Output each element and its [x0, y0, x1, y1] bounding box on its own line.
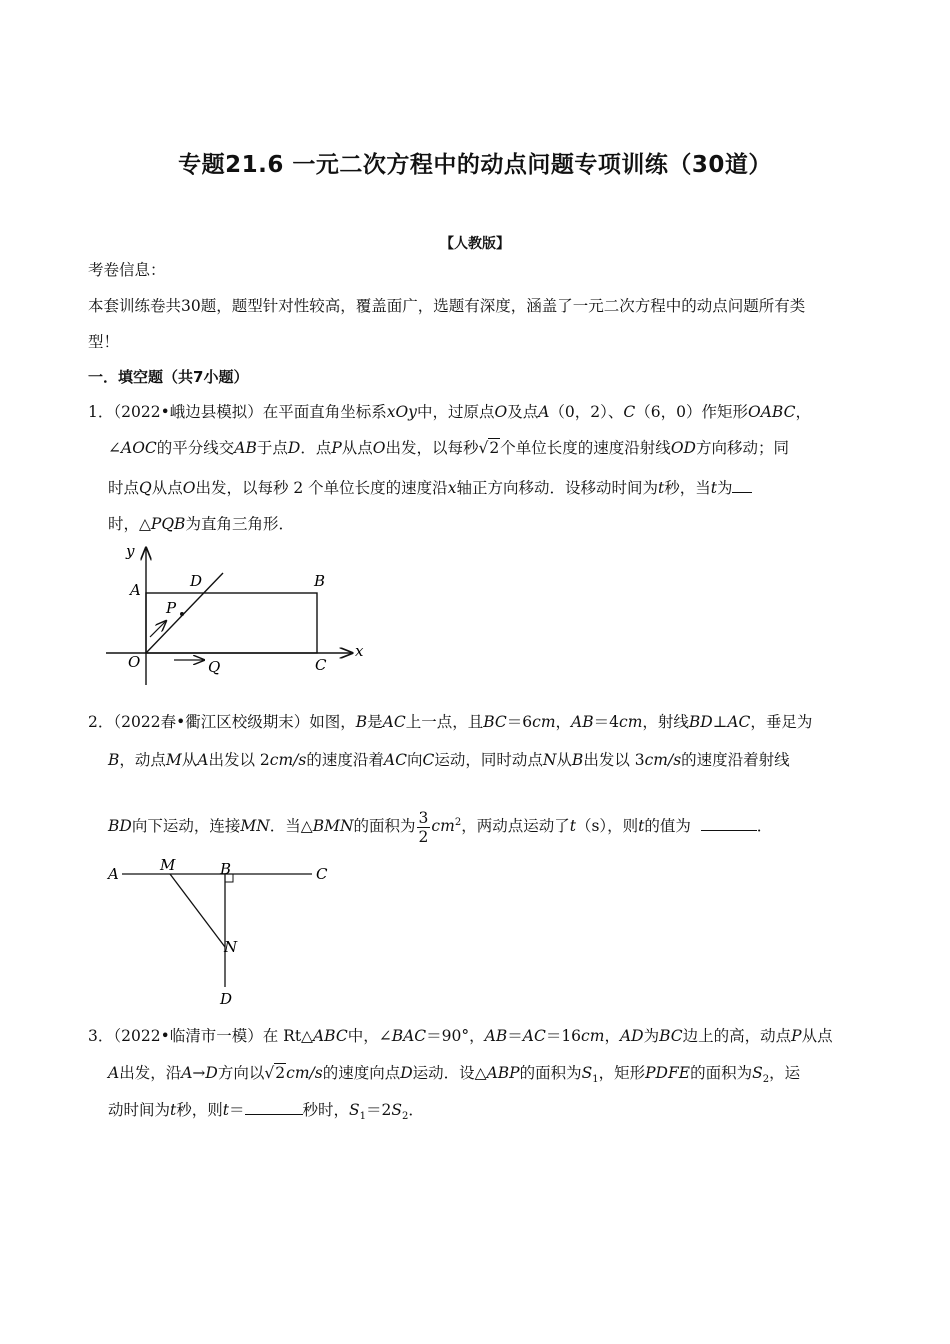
label-b: B — [314, 572, 326, 590]
intro-line-2: 型！ — [88, 333, 120, 351]
label-q: Q — [208, 658, 221, 676]
q3-line-3: 动时间为t秒，则t＝ 秒时，$S_1=2S_2$． — [108, 1101, 424, 1123]
label-a: A — [108, 865, 119, 883]
label-o: O — [128, 653, 141, 671]
label-b: B — [220, 860, 232, 878]
sqrt-symbol: √2 — [264, 1064, 286, 1082]
q2-line-1: 2．（2022春•衢江区校级期末）如图，B是AC上一点，且BC＝6cm，AB＝4cm，射线BD⊥AC，垂足为 — [88, 713, 813, 731]
label-n: N — [224, 938, 238, 956]
label-a: A — [130, 581, 141, 599]
q3-line-2: A出发，沿A→D方向以√2cm/s的速度向点D运动．设△ABP的面积为$S_1$，矩形PDFE的面积为$S_2$，运 — [108, 1064, 801, 1086]
q1-line-1: 1．（2022•峨边县模拟）在平面直角坐标系xOy中，过原点O及点A（0，2）、C（6，0）作矩形OABC， — [88, 403, 811, 421]
label-x: x — [355, 642, 364, 660]
label-c: C — [316, 865, 328, 883]
label-d: D — [190, 572, 203, 590]
label-y: y — [126, 542, 135, 560]
q2-figure — [100, 852, 360, 1012]
info-label: 考卷信息： — [88, 261, 166, 279]
point-p — [180, 612, 184, 616]
answer-blank[interactable] — [701, 830, 757, 831]
fraction: $\frac{3}{2}$ — [418, 808, 429, 846]
q1-line-2: ∠AOC的平分线交AB于点D．点P从点O出发，以每秒√2个单位长度的速度沿射线OD方向移动；同 — [108, 439, 789, 457]
ray-od — [146, 573, 223, 653]
sqrt-symbol: √2 — [478, 439, 500, 457]
label-c: C — [315, 656, 327, 674]
q3-line-1: 3．（2022•临清市一模）在 Rt△ABC中，∠BAC＝90°，AB＝AC＝16cm，AD为BC边上的高，动点P从点 — [88, 1027, 833, 1045]
edition-label: 【人教版】 — [440, 236, 510, 252]
answer-blank[interactable] — [245, 1114, 303, 1115]
q2-line-3: BD向下运动，连接MN．当△BMN的面积为 $\frac{3}{2}$ $cm^2$，两动点运动了t（s），则t的值为 ． — [108, 808, 773, 846]
q1-line-3: 时点Q从点O出发，以每秒 2 个单位长度的速度沿x轴正方向移动．设移动时间为t秒，当t为 — [108, 478, 752, 498]
intro-line-1: 本套训练卷共30题，题型针对性较高，覆盖面广，选题有深度，涵盖了一元二次方程中的动点问题所有类 — [88, 297, 806, 315]
superscript-2: 2 — [454, 817, 462, 828]
answer-blank[interactable] — [732, 492, 752, 493]
section-heading: 一．填空题（共7小题） — [88, 368, 249, 386]
q2-line-2: B，动点M从A出发以 2cm/s的速度沿着AC向C运动，同时动点N从B出发以 3cm/s的速度沿着射线 — [108, 751, 790, 769]
segment-mn — [170, 874, 225, 947]
label-m: M — [160, 856, 176, 874]
label-p: P — [166, 599, 177, 617]
page-title: 专题21.6 一元二次方程中的动点问题专项训练（30道） — [178, 152, 772, 178]
label-d: D — [220, 990, 233, 1008]
q1-figure — [100, 540, 370, 690]
q1-line-4: 时，△PQB为直角三角形． — [108, 515, 294, 533]
